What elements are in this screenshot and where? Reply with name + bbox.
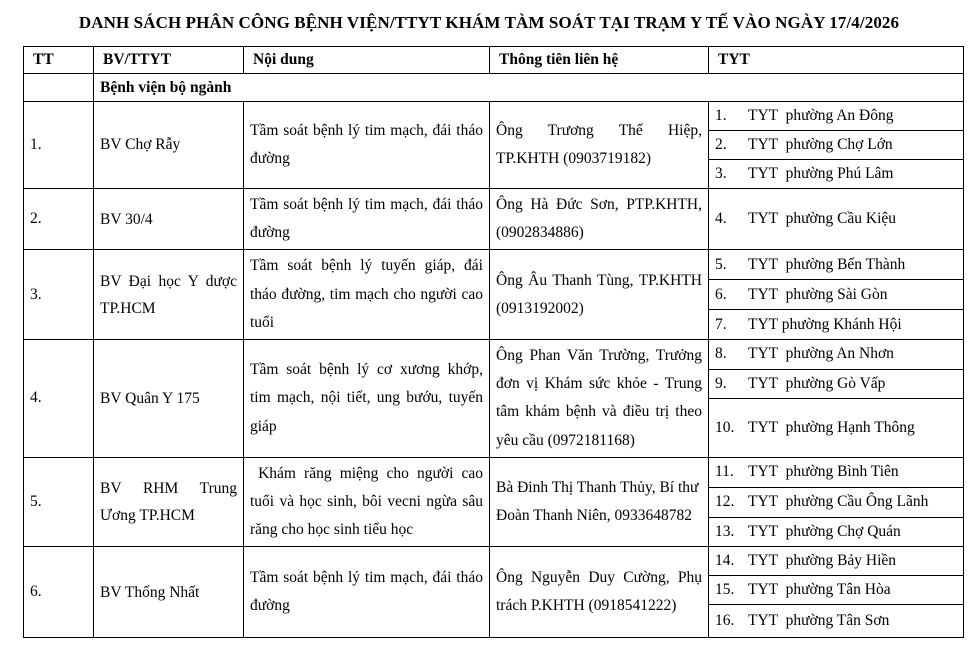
hospital-row <box>24 547 964 576</box>
tyt-entry-cell <box>709 457 964 487</box>
contact-cell: Ông Phan Văn Trường, Trưởng đơn vị Khám sức khỏe - Trung tâm khám bệnh và điều trị theo yêu cầu (0972181168) <box>490 340 709 458</box>
tyt-entry <box>715 523 957 541</box>
tyt-entry-cell <box>709 250 964 280</box>
tyt-entry-number: 2. <box>715 136 727 153</box>
hospital-name-cell: BV Quân Y 175 <box>94 340 244 458</box>
tyt-entry-cell <box>709 399 964 457</box>
tyt-entry-label: TYT phường Tân Hòa <box>748 581 891 599</box>
tyt-entry-label: TYT phường Bảy Hiền <box>748 552 897 570</box>
tyt-entry-label: TYT phường An Nhơn <box>748 345 894 363</box>
page-title: DANH SÁCH PHÂN CÔNG BỆNH VIỆN/TTYT KHÁM TÀM SOÁT TẠI TRẠM Y TẾ VÀO NGÀY 17/4/2026 <box>78 13 900 32</box>
tyt-entry-cell <box>709 576 964 605</box>
hospital-name-cell: BV 30/4 <box>94 189 244 250</box>
tyt-entry-number: 16. <box>715 612 735 630</box>
tt-cell: 6. <box>24 547 94 638</box>
tt-cell: 1. <box>24 102 94 189</box>
contact-cell: Ông Nguyễn Duy Cường, Phụ trách P.KHTH (0918541222) <box>490 547 709 638</box>
tyt-entry-cell <box>709 517 964 547</box>
tyt-entry-number: 1. <box>715 107 727 124</box>
tyt-entry-cell <box>709 487 964 517</box>
tyt-entry-cell <box>709 102 964 131</box>
col-header-noi-dung: Nội dung <box>244 47 490 74</box>
tyt-entry-label: TYT phường Chợ Lớn <box>748 136 893 153</box>
hospital-row <box>24 102 964 131</box>
tyt-entry <box>715 210 957 228</box>
tt-cell: 5. <box>24 457 94 547</box>
tyt-entry-label: TYT phường Sài Gòn <box>748 285 888 303</box>
tyt-entry-number: 6. <box>715 285 727 303</box>
tyt-entry-label: TYT phường Chợ Quán <box>748 522 901 540</box>
col-header-tyt: TYT <box>709 47 964 74</box>
tyt-entry-number: 5. <box>715 255 727 273</box>
tyt-entry-number: 12. <box>715 493 735 511</box>
tyt-entry-number: 13. <box>715 522 735 540</box>
tyt-entry-cell <box>709 189 964 250</box>
content-cell: Tầm soát bệnh lý tim mạch, đái tháo đường <box>244 547 490 638</box>
tyt-entry-cell <box>709 340 964 370</box>
content-cell: Tầm soát bệnh lý tim mạch, đái tháo đường <box>244 102 490 189</box>
tyt-entry-number: 10. <box>715 419 735 437</box>
hospital-name-cell: BV RHM Trung Ương TP.HCM <box>94 457 244 547</box>
tyt-entry-label: TYT phường Bình Tiên <box>748 463 899 481</box>
tyt-entry-label: TYT phường Tân Sơn <box>748 612 890 630</box>
contact-cell: Ông Hà Đức Sơn, PTP.KHTH, (0902834886) <box>490 189 709 250</box>
content-cell: Tầm soát bệnh lý tim mạch, đái tháo đường <box>244 189 490 250</box>
tyt-entry-cell <box>709 160 964 189</box>
content-cell: Tầm soát bệnh lý cơ xương khớp, tim mạch, nội tiết, ung bướu, tuyến giáp <box>244 340 490 458</box>
tyt-entry-cell <box>709 280 964 310</box>
hospital-name-cell: BV Chợ Rẫy <box>94 102 244 189</box>
tyt-entry-label: TYT phường Phú Lâm <box>748 165 894 182</box>
tyt-entry-cell <box>709 310 964 340</box>
tyt-entry <box>715 107 957 125</box>
section-row <box>24 74 964 102</box>
tyt-entry <box>715 581 957 599</box>
tyt-entry <box>715 256 957 274</box>
section-empty-cell <box>24 74 94 102</box>
assignment-table <box>23 46 964 638</box>
tt-cell: 2. <box>24 189 94 250</box>
tt-cell: 3. <box>24 250 94 340</box>
tyt-entry <box>715 165 957 183</box>
tyt-entry-label: TYT phường Bến Thành <box>748 255 906 273</box>
tyt-entry-number: 7. <box>715 315 727 333</box>
tyt-entry-number: 4. <box>715 210 727 228</box>
tyt-entry <box>715 612 957 630</box>
tyt-entry-number: 15. <box>715 581 735 599</box>
tyt-entry-label: TYT phường An Đông <box>748 107 894 124</box>
hospital-row <box>24 250 964 280</box>
tyt-entry <box>715 316 957 334</box>
tyt-entry-label: TYT phường Cầu Ông Lãnh <box>748 493 929 511</box>
tyt-entry-cell <box>709 369 964 399</box>
contact-cell: Ông Âu Thanh Tùng, TP.KHTH (0913192002) <box>490 250 709 340</box>
tyt-entry-number: 14. <box>715 552 735 570</box>
content-cell: Khám răng miệng cho người cao tuổi và học sinh, bôi vecni ngừa sâu răng cho học sinh tiểu học <box>244 457 490 547</box>
hospital-name-cell: BV Thống Nhất <box>94 547 244 638</box>
col-header-bv-ttyt: BV/TTYT <box>94 47 244 74</box>
tyt-entry-label: TYT phường Gò Vấp <box>748 375 886 393</box>
tyt-entry-label: TYT phường Khánh Hội <box>748 315 902 333</box>
tyt-entry-cell <box>709 605 964 638</box>
tyt-entry-number: 8. <box>715 345 727 363</box>
tyt-entry <box>715 493 957 511</box>
col-header-lien-he: Thông tiên liên hệ <box>490 47 709 74</box>
hospital-row <box>24 457 964 487</box>
tyt-entry <box>715 375 957 393</box>
tyt-entry-cell <box>709 547 964 576</box>
tyt-entry <box>715 419 957 437</box>
content-cell: Tầm soát bệnh lý tuyến giáp, đái tháo đường, tim mạch cho người cao tuổi <box>244 250 490 340</box>
contact-cell: Ông Trương Thế Hiệp, TP.KHTH (0903719182) <box>490 102 709 189</box>
table-header-row <box>24 47 964 74</box>
contact-cell: Bà Đinh Thị Thanh Thủy, Bí thư Đoàn Thanh Niên, 0933648782 <box>490 457 709 547</box>
hospital-row <box>24 189 964 250</box>
tyt-entry-label: TYT phường Cầu Kiệu <box>748 210 897 228</box>
tyt-entry <box>715 463 957 481</box>
section-title: Bệnh viện bộ ngành <box>94 74 964 102</box>
tyt-entry-number: 9. <box>715 375 727 393</box>
tyt-entry <box>715 136 957 154</box>
tyt-entry <box>715 552 957 570</box>
tt-cell: 4. <box>24 340 94 458</box>
hospital-name-cell: BV Đại học Y dược TP.HCM <box>94 250 244 340</box>
col-header-tt: TT <box>24 47 94 74</box>
tyt-entry <box>715 286 957 304</box>
tyt-entry-cell <box>709 131 964 160</box>
tyt-entry-label: TYT phường Hạnh Thông <box>748 419 915 437</box>
tyt-entry-number: 11. <box>715 463 734 481</box>
tyt-entry <box>715 345 957 363</box>
hospital-row <box>24 340 964 370</box>
tyt-entry-number: 3. <box>715 165 727 182</box>
